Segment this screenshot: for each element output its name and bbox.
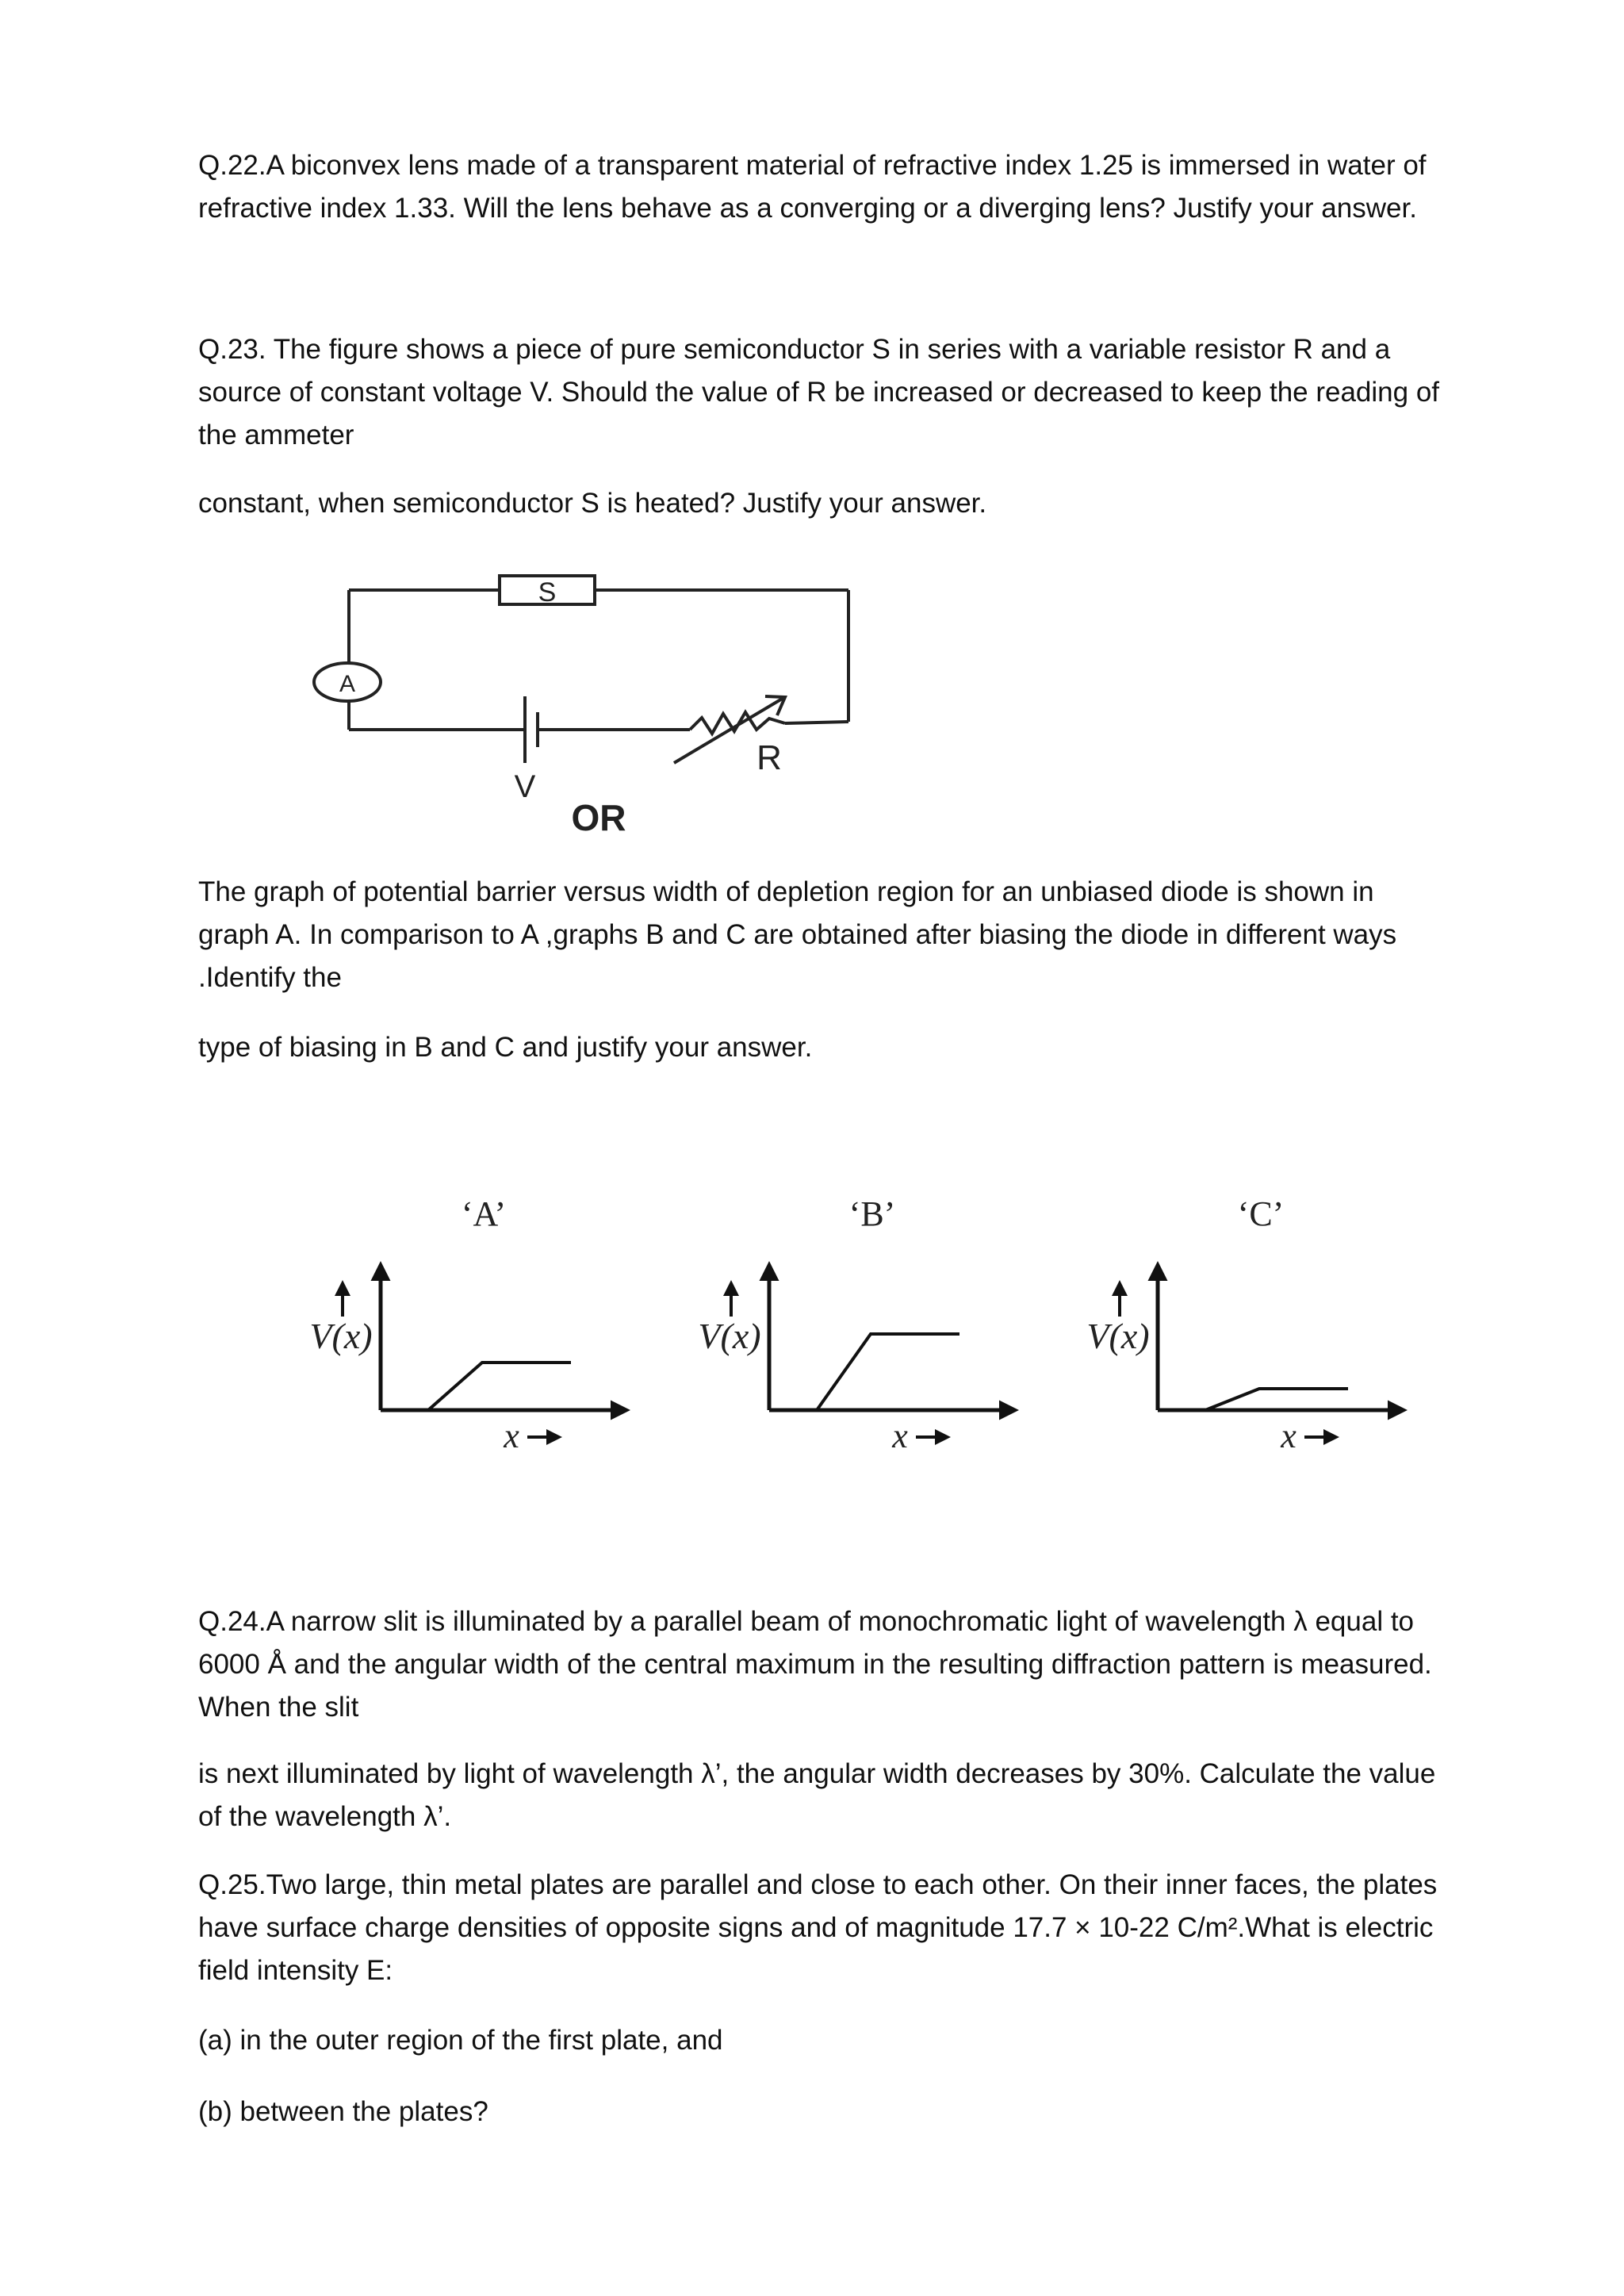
question-24-text-continued: is next illuminated by light of wavelength λ’, the angular width decreases by 30%. Calculate the value of the wavelength λ’.	[198, 1758, 1436, 1832]
question-23-text: Q.23. The figure shows a piece of pure semiconductor S in series with a variable resistor R and a source of constant voltage V. Should the value of R be increased or decreased to keep the reading of the ammeter	[198, 334, 1440, 450]
question-25-part-b: (b) between the plates?	[198, 2096, 488, 2127]
potential-curve	[817, 1334, 959, 1410]
diode-question-text: The graph of potential barrier versus width of depletion region for an unbiased diode is shown in graph A. In comparison to A ,graphs B and C are obtained after biasing the diode in different ways .Identify the	[198, 876, 1397, 993]
x-axis-label: x	[1281, 1416, 1297, 1455]
question-22-text: Q.22.A biconvex lens made of a transparent material of refractive index 1.25 is immersed in water of refractive index 1.33. Will the lens behave as a converging or a diverging lens? Justify your answer.	[198, 150, 1427, 224]
resistor-label: R	[756, 738, 782, 777]
y-axis-label: V(x)	[698, 1316, 761, 1356]
graph-title: ‘B’	[848, 1194, 896, 1233]
y-axis-label: V(x)	[1086, 1316, 1150, 1356]
x-axis-label: x	[892, 1416, 908, 1455]
question-25-part-a: (a) in the outer region of the first plate, and	[198, 2025, 723, 2056]
graph-title: ‘C’	[1237, 1194, 1285, 1233]
question-25-text: Q.25.Two large, thin metal plates are parallel and close to each other. On their inner faces, the plates have surface charge densities of opposite signs and of magnitude 17.7 × 10-22 C/m².What is electric field intensity E:	[198, 1869, 1438, 1986]
potential-curve	[428, 1363, 571, 1410]
potential-curve	[1205, 1389, 1348, 1410]
or-label: OR	[571, 797, 626, 838]
question-24-text: Q.24.A narrow slit is illuminated by a parallel beam of monochromatic light of wavelength λ equal to 6000 Å and the angular width of the central maximum in the resulting diffraction pattern is measured. When the slit	[198, 1606, 1432, 1723]
voltage-label: V	[514, 769, 536, 804]
graph-title: ‘A’	[461, 1194, 507, 1233]
diode-question-text-continued: type of biasing in B and C and justify your answer.	[198, 1032, 813, 1063]
potential-barrier-graphs	[270, 1190, 1411, 1475]
x-axis-label: x	[504, 1416, 519, 1455]
y-axis-label: V(x)	[309, 1316, 373, 1356]
circuit-diagram	[301, 555, 872, 849]
semiconductor-label: S	[538, 577, 557, 608]
ammeter-label: A	[339, 671, 356, 697]
question-23-text-continued: constant, when semiconductor S is heated? Justify your answer.	[198, 488, 987, 519]
